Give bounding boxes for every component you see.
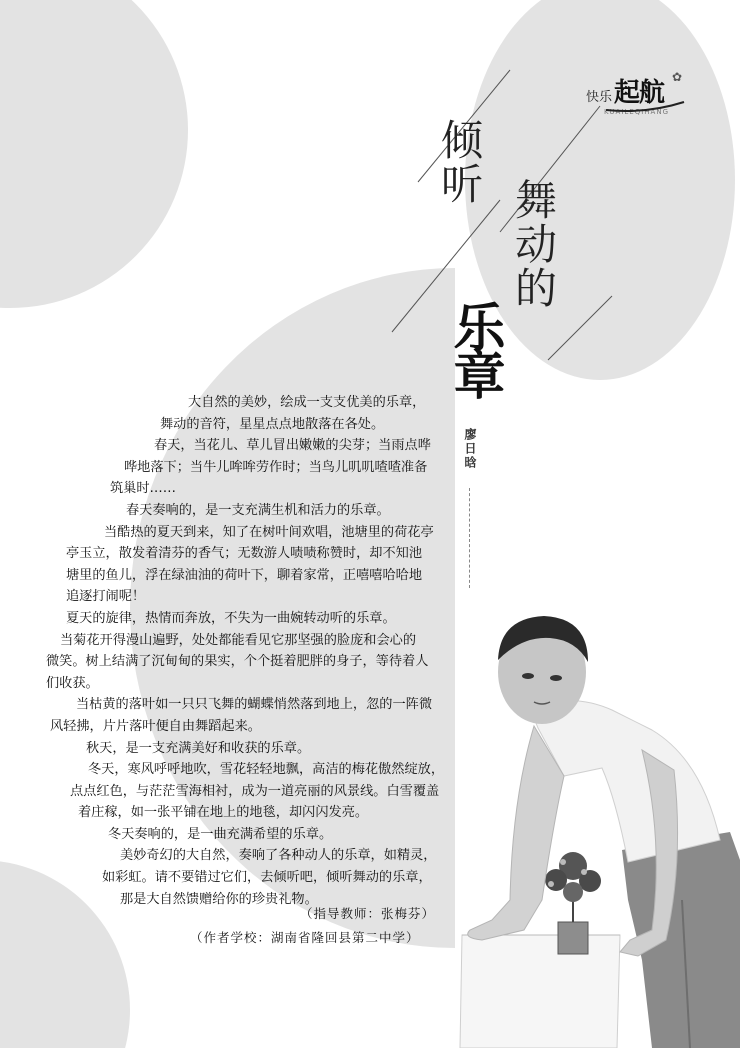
body-line: 冬天，寒风呼呼地吹，雪花轻轻地飘，高洁的梅花傲然绽放， <box>88 762 445 778</box>
flower-icon: ✿ <box>672 70 683 84</box>
body-line: 哗地落下；当牛儿哞哞劳作时；当鸟儿叽叽喳喳准备 <box>124 459 428 475</box>
article-body <box>46 392 450 910</box>
bg-ellipse-top-right <box>465 0 735 380</box>
body-line: 舞动的音符，星星点点地散落在各处。 <box>160 416 385 432</box>
body-line: 当酷热的夏天到来，知了在树叶间欢唱，池塘里的荷花亭 <box>104 524 434 540</box>
body-line: 追逐打闹呢！ <box>66 589 146 605</box>
body-line: 点点红色，与茫茫雪海相衬，成为一道亮丽的风景线。白雪覆盖 <box>70 783 440 799</box>
body-line: 着庄稼，如一张平铺在地上的地毯，却闪闪发亮。 <box>78 805 369 821</box>
body-line: 微笑。树上结满了沉甸甸的果实，个个挺着肥胖的身子，等待着人 <box>46 654 429 670</box>
body-line: 如彩虹。请不要错过它们，去倾听吧，倾听舞动的乐章， <box>102 870 432 886</box>
body-line: 大自然的美妙，绘成一支支优美的乐章， <box>188 395 426 410</box>
body-line: 们收获。 <box>46 675 99 691</box>
body-line: 美妙奇幻的大自然，奏响了各种动人的乐章，如精灵， <box>120 848 437 864</box>
bg-circle-top-left <box>0 0 188 308</box>
author-divider <box>469 488 470 588</box>
body-line: 那是大自然馈赠给你的珍贵礼物。 <box>120 891 318 907</box>
school-credit: （作者学校：湖南省隆回县第二中学） <box>190 930 420 945</box>
brand-logo <box>586 72 716 122</box>
body-line: 亭玉立，散发着清芬的香气；无数游人啧啧称赞时，却不知池 <box>66 546 423 562</box>
body-line: 春天奏响的，是一支充满生机和活力的乐章。 <box>126 502 390 518</box>
body-line: 塘里的鱼儿，浮在绿油油的荷叶下，聊着家常，正嘻嘻哈哈地 <box>66 567 423 583</box>
body-line: 筑巢时…… <box>110 481 176 497</box>
body-line: 秋天，是一支充满美好和收获的乐章。 <box>86 740 311 756</box>
body-line: 春天，当花儿、草儿冒出嫩嫩的尖芽；当雨点哗 <box>154 438 431 454</box>
brand-big-text: 起航 <box>614 78 665 108</box>
title-part-3: 乐章 <box>444 300 505 396</box>
author-name: 廖日晗 <box>463 428 477 470</box>
title-part-2: 舞动的 <box>509 178 558 310</box>
body-line: 当菊花开得漫山遍野，处处都能看见它那坚强的脸庞和会心的 <box>60 632 417 648</box>
brand-swoosh-icon <box>606 100 686 112</box>
brand-small-text: 快乐 <box>586 90 613 105</box>
title-part-1: 倾听 <box>435 118 484 206</box>
body-line: 夏天的旋律，热情而奔放，不失为一曲婉转动听的乐章。 <box>66 610 396 626</box>
body-line: 冬天奏响的，是一曲充满希望的乐章。 <box>108 826 333 842</box>
brand-pinyin: KUAILEQIHANG <box>604 108 669 116</box>
teacher-credit: （指导教师：张梅芬） <box>300 906 436 921</box>
body-line: 当枯黄的落叶如一只只飞舞的蝴蝶悄然落到地上，忽的一阵微 <box>76 697 433 713</box>
boy-photo <box>452 600 740 1048</box>
body-line: 风轻拂，片片落叶便自由舞蹈起来。 <box>50 718 261 734</box>
